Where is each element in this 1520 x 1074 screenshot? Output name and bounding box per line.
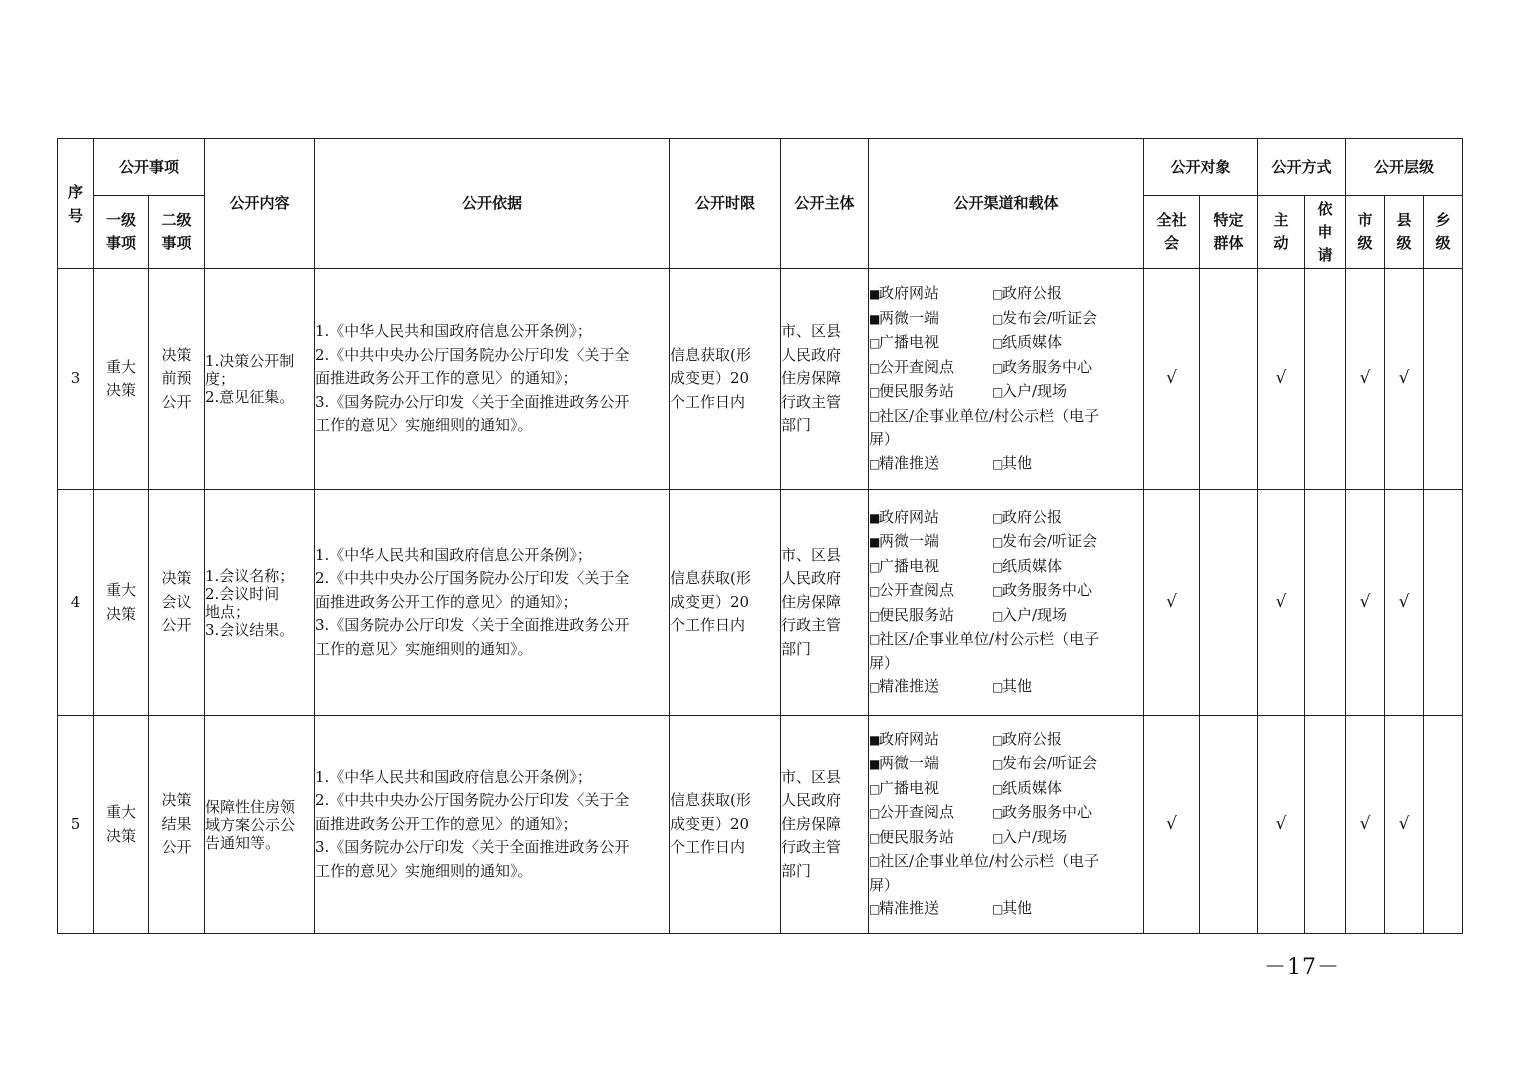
- row-mode-request: [1305, 269, 1346, 490]
- channel-radio-tv: □广播电视: [869, 556, 940, 575]
- row-mode-request: [1305, 490, 1346, 716]
- row-level1: 重大决策: [94, 716, 149, 934]
- row-target-all: √: [1144, 716, 1200, 934]
- header-target-group: 公开对象: [1144, 139, 1258, 196]
- row-mode-active: √: [1258, 716, 1305, 934]
- header-target-specific: 特定群体: [1200, 196, 1258, 269]
- header-mode-group: 公开方式: [1258, 139, 1346, 196]
- disclosure-table: [57, 138, 1463, 934]
- row-channels: [869, 490, 1144, 716]
- header-seq: 序号: [58, 139, 94, 269]
- channel-precise-push: □精准推送: [869, 453, 940, 472]
- row-time-limit: 信息获取(形 成变更）20 个工作日内: [670, 490, 781, 716]
- channel-precise-push: □精准推送: [869, 899, 940, 917]
- header-level2: 二级事项: [149, 196, 205, 269]
- header-mode-request: 依申请: [1305, 196, 1346, 269]
- channel-gov-gazette: □政府公报: [992, 284, 1063, 302]
- channel-bulletin-cont: 屏）: [869, 430, 900, 448]
- row-tier-city: √: [1346, 490, 1385, 716]
- channel-press-hearing: □发布会/听证会: [992, 754, 1098, 772]
- row-target-all: √: [1144, 269, 1200, 490]
- table-row: [58, 716, 1463, 934]
- header-tier-group: 公开层级: [1346, 139, 1463, 196]
- channel-paper-media: □纸质媒体: [992, 556, 1063, 575]
- channel-radio-tv: □广播电视: [869, 778, 940, 797]
- channel-bulletin: □ 社区/企事业单位/村公示栏（电子: [869, 406, 1100, 425]
- header-basis: 公开依据: [315, 139, 670, 269]
- channel-service-station: □便民服务站: [869, 382, 955, 400]
- channel-service-station: □便民服务站: [869, 827, 955, 846]
- header-target-all: 全社会: [1144, 196, 1200, 269]
- channel-two-micro: ■两微一端: [869, 754, 940, 772]
- header-level1: 一级事项: [94, 196, 149, 269]
- header-content: 公开内容: [205, 139, 315, 269]
- row-level2: 决策前预公开: [149, 269, 205, 490]
- channel-door-to-door: □入户/现场: [992, 827, 1068, 846]
- header-channel: 公开渠道和载体: [869, 139, 1144, 269]
- channel-two-micro: ■两微一端: [869, 308, 940, 327]
- row-target-all: √: [1144, 490, 1200, 716]
- row-target-specific: [1200, 269, 1258, 490]
- row-seq: 5: [58, 716, 94, 934]
- row-mode-active: √: [1258, 269, 1305, 490]
- header-subject: 公开主体: [781, 139, 869, 269]
- row-content: 1.会议名称； 2.会议时间地点； 3.会议结果。: [205, 490, 315, 716]
- channel-press-hearing: □发布会/听证会: [992, 308, 1098, 327]
- header-item-group: 公开事项: [94, 139, 205, 196]
- row-basis: 1.《中华人民共和国政府信息公开条例》； 2.《中共中央办公厅国务院办公厅印发〈关于全 面推进政务公开工作的意见〉的通知》； 3.《国务院办公厅印发〈关于全面推进政务公开 工作的意见〉实施细则的通知》。: [315, 490, 670, 716]
- row-tier-county: √: [1385, 716, 1424, 934]
- channel-paper-media: □纸质媒体: [992, 778, 1063, 797]
- header-time-limit: 公开时限: [670, 139, 781, 269]
- row-mode-active: √: [1258, 490, 1305, 716]
- row-level1: 重大决策: [94, 269, 149, 490]
- channel-two-micro: ■两微一端: [869, 532, 940, 550]
- row-time-limit: 信息获取(形 成变更）20 个工作日内: [670, 269, 781, 490]
- row-channels: [869, 269, 1144, 490]
- page-number: －17－: [1264, 955, 1340, 980]
- row-subject: 市、区县 人民政府 住房保障 行政主管 部门: [781, 269, 869, 490]
- row-seq: 3: [58, 269, 94, 490]
- row-basis: 1.《中华人民共和国政府信息公开条例》； 2.《中共中央办公厅国务院办公厅印发〈关于全 面推进政务公开工作的意见〉的通知》； 3.《国务院办公厅印发〈关于全面推进政务公开 工作的意见〉实施细则的通知》。: [315, 716, 670, 934]
- channel-service-station: □便民服务站: [869, 605, 955, 624]
- channel-gov-website: ■政府网站: [869, 507, 940, 526]
- channel-service-center: □政务服务中心: [992, 803, 1093, 821]
- row-target-specific: [1200, 716, 1258, 934]
- row-tier-town: [1424, 269, 1463, 490]
- row-tier-city: √: [1346, 269, 1385, 490]
- channel-door-to-door: □入户/现场: [992, 605, 1068, 624]
- channel-bulletin-cont: 屏）: [869, 875, 900, 894]
- channel-door-to-door: □入户/现场: [992, 382, 1068, 400]
- channel-gov-website: ■政府网站: [869, 729, 940, 748]
- channel-bulletin: □ 社区/企事业单位/村公示栏（电子: [869, 630, 1100, 648]
- channel-press-hearing: □发布会/听证会: [992, 532, 1098, 550]
- channel-gov-gazette: □政府公报: [992, 507, 1063, 526]
- row-channels: [869, 716, 1144, 934]
- row-tier-county: √: [1385, 490, 1424, 716]
- channel-other: □其他: [992, 899, 1033, 917]
- channel-service-center: □政务服务中心: [992, 357, 1093, 376]
- channel-paper-media: □纸质媒体: [992, 333, 1063, 351]
- row-tier-county: √: [1385, 269, 1424, 490]
- header-tier-county: 县级: [1385, 196, 1424, 269]
- channel-reading-point: □公开查阅点: [869, 581, 955, 599]
- row-mode-request: [1305, 716, 1346, 934]
- channel-bulletin: □ 社区/企事业单位/村公示栏（电子: [869, 852, 1100, 870]
- channel-precise-push: □精准推送: [869, 677, 940, 695]
- row-tier-town: [1424, 716, 1463, 934]
- row-seq: 4: [58, 490, 94, 716]
- channel-other: □其他: [992, 453, 1033, 472]
- channel-other: □其他: [992, 677, 1033, 695]
- row-level2: 决策会议公开: [149, 490, 205, 716]
- channel-gov-website: ■政府网站: [869, 284, 940, 302]
- channel-bulletin-cont: 屏）: [869, 653, 900, 672]
- header-tier-town: 乡级: [1424, 196, 1463, 269]
- table-row: [58, 490, 1463, 716]
- channel-reading-point: □公开查阅点: [869, 803, 955, 821]
- row-basis: 1.《中华人民共和国政府信息公开条例》； 2.《中共中央办公厅国务院办公厅印发〈关于全 面推进政务公开工作的意见〉的通知》； 3.《国务院办公厅印发〈关于全面推进政务公开 工作的意见〉实施细则的通知》。: [315, 269, 670, 490]
- table-row: [58, 269, 1463, 490]
- channel-service-center: □政务服务中心: [992, 581, 1093, 599]
- channel-gov-gazette: □政府公报: [992, 729, 1063, 748]
- row-level1: 重大决策: [94, 490, 149, 716]
- row-time-limit: 信息获取(形 成变更）20 个工作日内: [670, 716, 781, 934]
- row-content: 1.决策公开制度； 2.意见征集。: [205, 269, 315, 490]
- row-level2: 决策结果公开: [149, 716, 205, 934]
- header-tier-city: 市级: [1346, 196, 1385, 269]
- row-subject: 市、区县 人民政府 住房保障 行政主管 部门: [781, 490, 869, 716]
- header-mode-active: 主动: [1258, 196, 1305, 269]
- row-tier-city: √: [1346, 716, 1385, 934]
- row-subject: 市、区县 人民政府 住房保障 行政主管 部门: [781, 716, 869, 934]
- channel-radio-tv: □广播电视: [869, 333, 940, 351]
- row-content: 保障性住房领域方案公示公告通知等。: [205, 716, 315, 934]
- row-target-specific: [1200, 490, 1258, 716]
- channel-reading-point: □公开查阅点: [869, 357, 955, 376]
- row-tier-town: [1424, 490, 1463, 716]
